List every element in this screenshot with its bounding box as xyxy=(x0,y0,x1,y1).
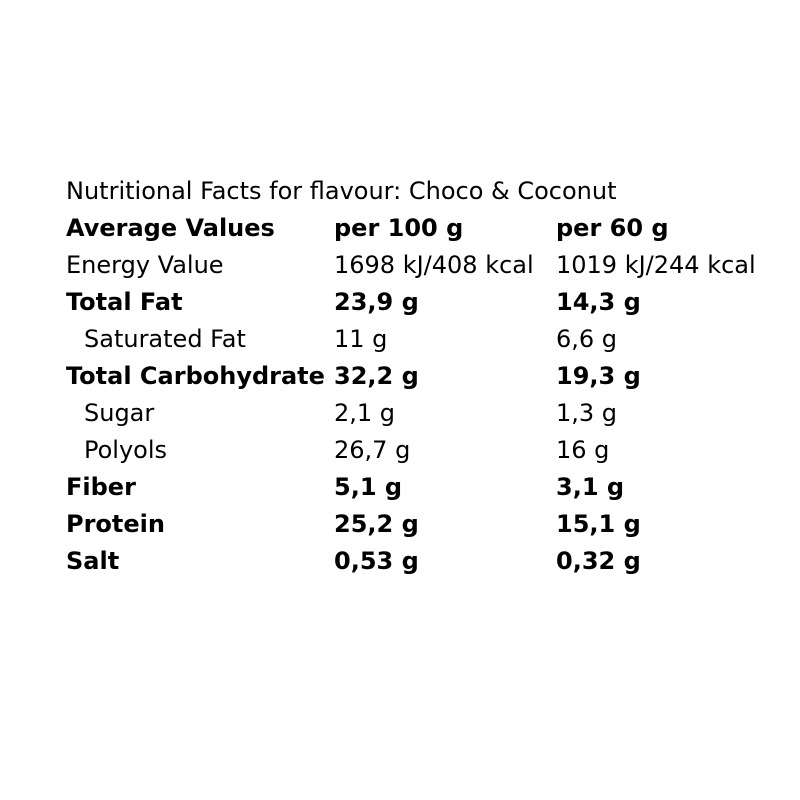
table-row xyxy=(66,543,778,580)
row-value-per-100g: 2,1 g xyxy=(334,399,396,427)
row-value-per-100g: 1698 kJ/408 kcal xyxy=(334,251,534,279)
nutrition-facts-panel xyxy=(66,172,786,580)
row-value-per-100g: 25,2 g xyxy=(334,510,419,538)
row-label: Protein xyxy=(66,510,165,538)
page-title: Nutritional Facts for flavour: Choco & Coconut xyxy=(66,177,617,205)
row-value-per-60g: 6,6 g xyxy=(556,325,618,353)
table-row xyxy=(66,432,778,469)
table-row xyxy=(66,358,778,395)
row-value-per-60g: 15,1 g xyxy=(556,510,641,538)
row-value-per-60g: 19,3 g xyxy=(556,362,641,390)
column-header-per-60g: per 60 g xyxy=(556,214,669,242)
column-header-label: Average Values xyxy=(66,214,275,242)
column-header-per-100g: per 100 g xyxy=(334,214,464,242)
row-label: Sugar xyxy=(84,399,155,427)
table-row xyxy=(66,321,778,358)
row-value-per-60g: 14,3 g xyxy=(556,288,641,316)
table-row xyxy=(66,395,778,432)
row-label: Total Carbohydrate xyxy=(66,362,325,390)
row-label: Polyols xyxy=(84,436,168,464)
row-value-per-100g: 32,2 g xyxy=(334,362,419,390)
row-label: Total Fat xyxy=(66,288,183,316)
nutrition-facts-table xyxy=(66,210,778,580)
row-value-per-60g: 16 g xyxy=(556,436,610,464)
table-row xyxy=(66,247,778,284)
table-row xyxy=(66,284,778,321)
row-value-per-60g: 1019 kJ/244 kcal xyxy=(556,251,756,279)
row-value-per-100g: 26,7 g xyxy=(334,436,411,464)
row-value-per-100g: 23,9 g xyxy=(334,288,419,316)
table-header-row xyxy=(66,210,778,247)
row-label: Saturated Fat xyxy=(84,325,246,353)
nutrition-facts-body xyxy=(66,210,778,580)
row-label: Energy Value xyxy=(66,251,224,279)
table-row xyxy=(66,506,778,543)
row-value-per-100g: 5,1 g xyxy=(334,473,403,501)
row-value-per-60g: 1,3 g xyxy=(556,399,618,427)
table-row xyxy=(66,469,778,506)
row-label: Salt xyxy=(66,547,120,575)
row-value-per-60g: 0,32 g xyxy=(556,547,641,575)
row-value-per-100g: 11 g xyxy=(334,325,388,353)
row-label: Fiber xyxy=(66,473,136,501)
row-value-per-60g: 3,1 g xyxy=(556,473,625,501)
row-value-per-100g: 0,53 g xyxy=(334,547,419,575)
